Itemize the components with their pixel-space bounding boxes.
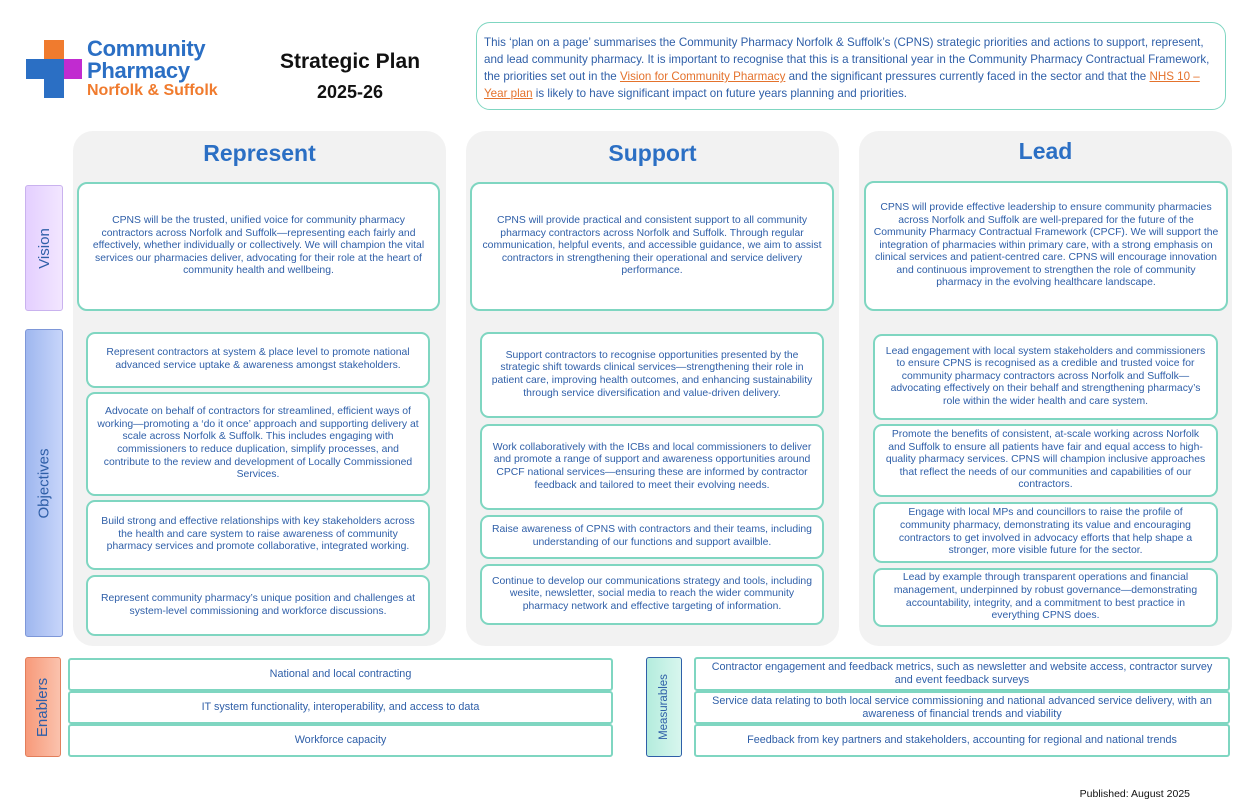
vision-for-community-pharmacy-link[interactable]: Vision for Community Pharmacy: [619, 70, 786, 83]
enabler-box: National and local contracting: [68, 658, 613, 691]
objective-box: Raise awareness of CPNS with contractors and their teams, including understanding of our functions and support availble.: [480, 515, 824, 559]
column-title-lead: Lead: [1018, 138, 1073, 164]
enablers-label: Enablers: [25, 657, 61, 757]
objective-box: Represent contractors at system & place level to promote national advanced service uptake & awareness amongst stakeholders.: [86, 332, 430, 388]
intro-summary: [476, 22, 1226, 110]
vision-label: Vision: [25, 185, 63, 311]
objective-box: Promote the benefits of consistent, at-scale working across Norfolk and Suffolk to ensure all patients have fair and equal access to high-quality pharmacy services. CPNS will champion inclusive approaches that reflect the needs of our communities and capabilities of our contractors.: [873, 424, 1218, 497]
objective-box: Support contractors to recognise opportunities presented by the strategic shift towards clinical services—strengthening their role in patient care, improving health outcomes, and enhancing sustainability through service diversification and value-driven delivery.: [480, 332, 824, 418]
page-year: 2025-26: [316, 82, 384, 102]
objective-box: Engage with local MPs and councillors to raise the profile of community pharmacy, demonstrating its value and encouraging contractors to get involved in advocacy efforts that help shape a stronger, more visible future for the sector.: [873, 502, 1218, 563]
objectives-label: Objectives: [25, 329, 63, 637]
objective-box: Advocate on behalf of contractors for streamlined, efficient ways of working—promoting a ‘do it once’ approach and supporting delivery at scale across Norfolk & Suffolk. This includes engaging with commissioners to reduce duplication, simplify processes, and contribute to the review and development of Locally Commissioned Services.: [86, 392, 430, 496]
vision-box-lead: CPNS will provide effective leadership to ensure community pharmacies across Norfolk and Suffolk are well-prepared for the future of the Community Pharmacy Contractual Framework (CPCF). We will support the integration of pharmacies within primary care, with a strong emphasis on clinical services and patient-centred care. CPNS will encourage innovation and continuous improvement to strengthen the role of community pharmacy in the evolving healthcare landscape.: [864, 181, 1228, 311]
objective-box: Work collaboratively with the ICBs and local commissioners to deliver and promote a range of support and awareness opportunities around CPCF national services—ensuring these are informed by contractor feedback and tailored to meet their evolving needs.: [480, 424, 824, 510]
published-date: Published: August 2025: [1079, 788, 1190, 800]
measurable-box: Service data relating to both local service commissioning and national advanced service delivery, with an awareness of financial trends and viability: [694, 691, 1230, 724]
objective-box: Represent community pharmacy’s unique position and challenges at system-level commissioning and workforce discussions.: [86, 575, 430, 636]
logo-text-line1: Community: [87, 36, 206, 61]
page-title: Strategic Plan: [279, 50, 421, 73]
column-title-support: Support: [608, 140, 697, 166]
measurables-label: Measurables: [646, 657, 682, 757]
measurable-box: Contractor engagement and feedback metrics, such as newsletter and website access, contractor survey and event feedback surveys: [694, 657, 1230, 691]
intro-text-3: is likely to have significant impact on future years planning and priorities.: [532, 87, 907, 100]
column-title-represent: Represent: [203, 140, 316, 166]
objective-box: Lead by example through transparent operations and financial management, underpinned by robust governance—demonstrating accountability, integrity, and a commitment to best practice in everything CPNS does.: [873, 568, 1218, 627]
nhs-10-year-plan-link[interactable]: NHS 10 – Year plan: [484, 70, 1200, 100]
vision-box-represent: CPNS will be the trusted, unified voice for community pharmacy contractors across Norfolk and Suffolk—representing each fairly and effectively, whether individually or collectively. We will champion the vital services our pharmacies deliver, advocating for their role at the heart of community health and wellbeing.: [77, 182, 440, 311]
vision-box-support: CPNS will provide practical and consistent support to all community pharmacy contractors across Norfolk and Suffolk. Through regular communication, helpful events, and accessible guidance, we aim to assist contractors in strengthening their operational and service delivery performance.: [470, 182, 834, 311]
measurable-box: Feedback from key partners and stakeholders, accounting for regional and national trends: [694, 724, 1230, 757]
intro-text-1: This ‘plan on a page’ summarises the Community Pharmacy Norfolk & Suffolk’s (CPNS) strategic priorities and actions to support, represent, and lead community pharmacy. It is important to recognise that this is a transitional year in the Community Pharmacy Contractual Framework, the priorities set out in the: [484, 36, 1210, 83]
objective-box: Build strong and effective relationships with key stakeholders across the health and care system to raise awareness of community pharmacy services and promote collaborative, integrated working.: [86, 500, 430, 570]
community-pharmacy-logo-icon: [26, 40, 82, 98]
objective-box: Lead engagement with local system stakeholders and commissioners to ensure CPNS is recognised as a credible and trusted voice for community pharmacy contractors across Norfolk and Suffolk—advocating effectively on their behalf and strengthening pharmacy’s role within the wider health and care system.: [873, 334, 1218, 420]
objective-box: Continue to develop our communications strategy and tools, including wesite, newsletter, social media to reach the wider community pharmacy network and effective targeting of information.: [480, 564, 824, 625]
logo-text-line3: Norfolk & Suffolk: [87, 82, 218, 99]
enabler-box: IT system functionality, interoperability, and access to data: [68, 691, 613, 724]
enabler-box: Workforce capacity: [68, 724, 613, 757]
logo-text-line2: Pharmacy: [87, 58, 190, 83]
intro-text-2: and the significant pressures currently faced in the sector and that the: [785, 70, 1150, 83]
